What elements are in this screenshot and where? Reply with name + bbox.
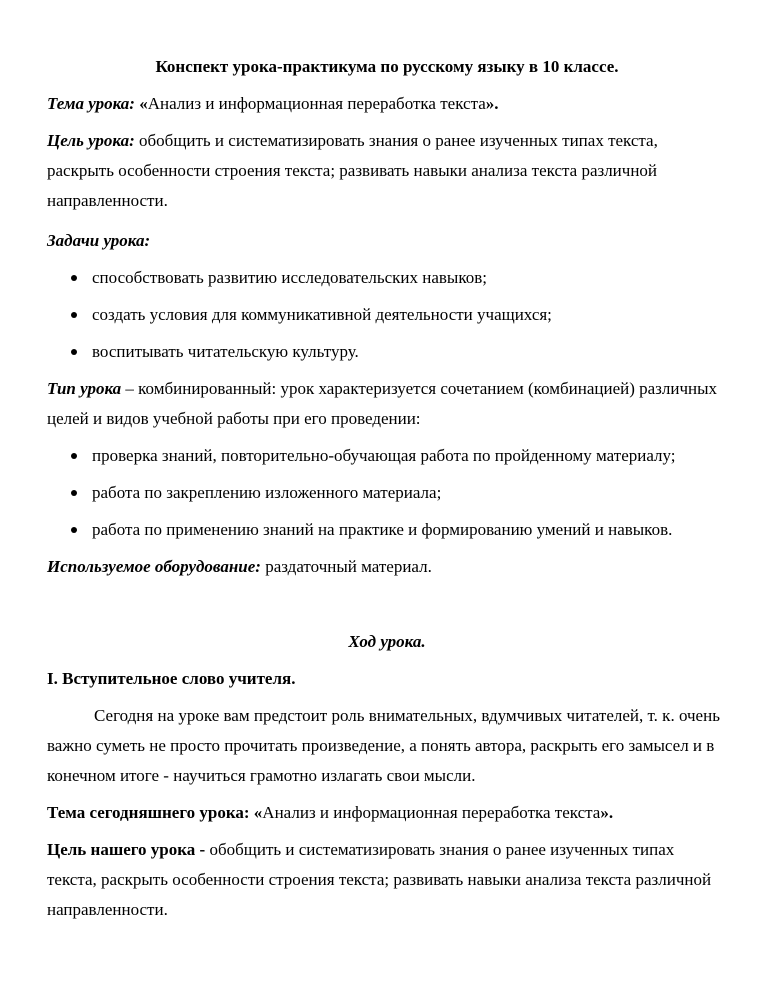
equipment-label: Используемое оборудование: (47, 557, 261, 576)
lesson-type-label: Тип урока (47, 379, 122, 398)
today-topic-label: Тема сегодняшнего урока: (47, 803, 250, 822)
equipment-line (47, 552, 727, 582)
our-goal-paragraph (47, 835, 727, 925)
list-item: создать условия для коммуникативной деятельности учащихся; (47, 300, 727, 330)
topic-line (47, 89, 727, 119)
today-topic-open-quote: « (249, 803, 263, 822)
list-item: воспитывать читательскую культуру. (47, 337, 727, 367)
tasks-heading (47, 226, 727, 256)
today-topic-text: Анализ и информационная переработка текста (262, 803, 601, 822)
goal-paragraph (47, 126, 727, 216)
today-topic-line (47, 798, 727, 828)
our-goal-label: Цель нашего урока - (47, 840, 206, 859)
topic-text: Анализ и информационная переработка текста (147, 94, 486, 113)
equipment-text: раздаточный материал. (260, 557, 432, 576)
course-heading: Ход урока. (348, 632, 426, 651)
list-item: проверка знаний, повторительно-обучающая работа по пройденному материалу; (47, 441, 727, 471)
list-item: способствовать развитию исследовательских навыков; (47, 263, 727, 293)
document-title: Конспект урока-практикума по русскому языку в 10 классе. (155, 57, 619, 76)
goal-label: Цель урока: (47, 131, 135, 150)
list-item: работа по закреплению изложенного материала; (47, 478, 727, 508)
our-goal-text: обобщить и систематизировать знания о ранее изученных типах текста, раскрыть особенности строения текста; развивать навыки анализа текста различной направленности. (47, 840, 712, 919)
goal-text: обобщить и систематизировать знания о ранее изученных типах текста, раскрыть особенности строения текста; развивать навыки анализа текста различной направленности. (47, 131, 658, 210)
lesson-type-text: – комбинированный: урок характеризуется сочетанием (комбинацией) различных целей и видов учебной работы при его проведении: (47, 379, 718, 428)
tasks-list (47, 263, 727, 367)
section1-heading: I. Вступительное слово учителя. (47, 669, 296, 688)
document-page (47, 52, 727, 932)
topic-open-quote: « (134, 94, 148, 113)
section1-paragraph: Сегодня на уроке вам предстоит роль внимательных, вдумчивых читателей, т. к. очень важно суметь не просто прочитать произведение, а понять автора, раскрыть его замысел и в конечном итоге - научиться грамотно излагать свои мысли. (47, 706, 720, 785)
tasks-label: Задачи урока: (47, 231, 151, 250)
topic-label: Тема урока: (47, 94, 135, 113)
today-topic-close-quote: ». (600, 803, 614, 822)
list-item: работа по применению знаний на практике и формированию умений и навыков. (47, 515, 727, 545)
topic-close-quote: ». (485, 94, 499, 113)
lesson-type-paragraph (47, 374, 727, 434)
lesson-type-list (47, 441, 727, 545)
